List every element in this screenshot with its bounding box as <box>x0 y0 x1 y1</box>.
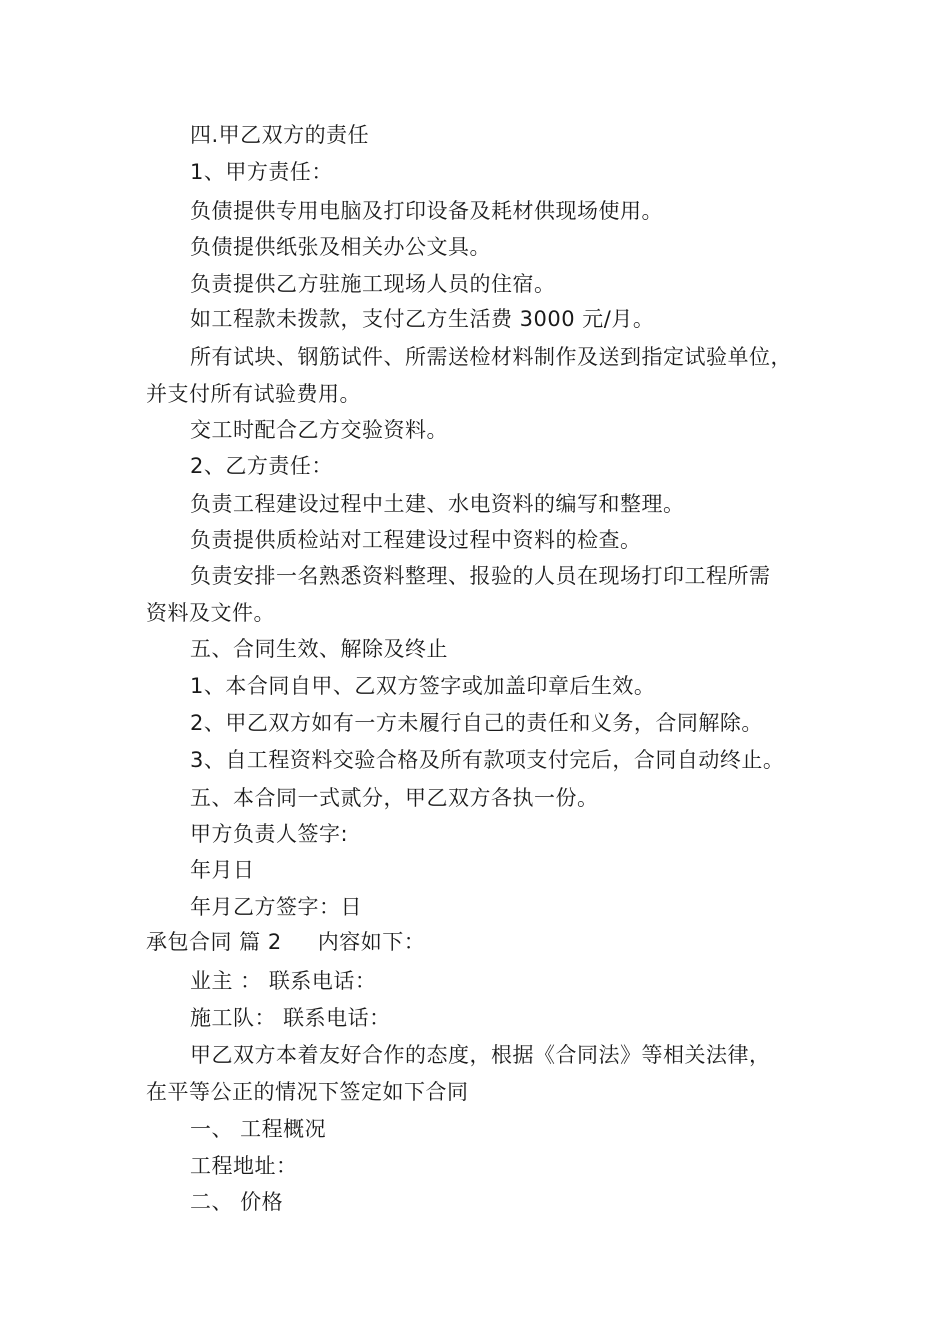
paragraph-line: 1、本合同自甲、乙双方签字或加盖印章后生效。 <box>190 674 656 698</box>
signature-line-party-a: 甲方负责人签字: <box>190 822 349 846</box>
paragraph-line: 负债提供纸张及相关办公文具。 <box>190 235 491 259</box>
paragraph-line: 甲乙双方本着友好合作的态度，根据《合同法》等相关法律， <box>190 1043 771 1067</box>
paragraph-line: 负债提供专用电脑及打印设备及耗材供现场使用。 <box>190 199 663 223</box>
owner-contact-line: 业主 ： 联系电话： <box>190 969 377 993</box>
paragraph-line: 负责提供质检站对工程建设过程中资料的检查。 <box>190 528 642 552</box>
paragraph-line: 如工程款未拨款，支付乙方生活费 3000 元/月。 <box>190 307 655 331</box>
paragraph-line: 2、甲乙双方如有一方未履行自己的责任和义务，合同解除。 <box>190 711 763 735</box>
contract-subtitle: 内容如下： <box>317 930 426 954</box>
date-line: 年月日 <box>190 858 255 882</box>
paragraph-line: 在平等公正的情况下签定如下合同 <box>146 1080 469 1104</box>
section-heading-price: 二、 价格 <box>190 1190 284 1214</box>
paragraph-line: 所有试块、钢筋试件、所需送检材料制作及送到指定试验单位， <box>190 345 792 369</box>
section-heading-termination: 五、合同生效、解除及终止 <box>190 637 448 661</box>
party-a-heading: 1、甲方责任： <box>190 160 333 184</box>
paragraph-line: 负责工程建设过程中土建、水电资料的编写和整理。 <box>190 492 685 516</box>
project-address-line: 工程地址： <box>190 1154 298 1178</box>
party-b-heading: 2、乙方责任： <box>190 454 333 478</box>
section-heading-overview: 一、 工程概况 <box>190 1117 327 1141</box>
paragraph-line: 交工时配合乙方交验资料。 <box>190 418 448 442</box>
contract-title: 承包合同 篇 2 <box>146 930 282 954</box>
paragraph-line: 3、自工程资料交验合格及所有款项支付完后，合同自动终止。 <box>190 748 785 772</box>
paragraph-line: 五、本合同一式贰分，甲乙双方各执一份。 <box>190 786 599 810</box>
contract-title-line <box>146 928 425 956</box>
paragraph-line: 负责安排一名熟悉资料整理、报验的人员在现场打印工程所需 <box>190 564 771 588</box>
paragraph-line: 负责提供乙方驻施工现场人员的住宿。 <box>190 272 556 296</box>
contractor-contact-line: 施工队： 联系电话： <box>190 1006 391 1030</box>
signature-line-party-b: 年月乙方签字：日 <box>190 895 362 919</box>
section-heading-responsibilities: 四.甲乙双方的责任 <box>190 123 370 147</box>
paragraph-line: 资料及文件。 <box>146 601 275 625</box>
paragraph-line: 并支付所有试验费用。 <box>146 382 361 406</box>
